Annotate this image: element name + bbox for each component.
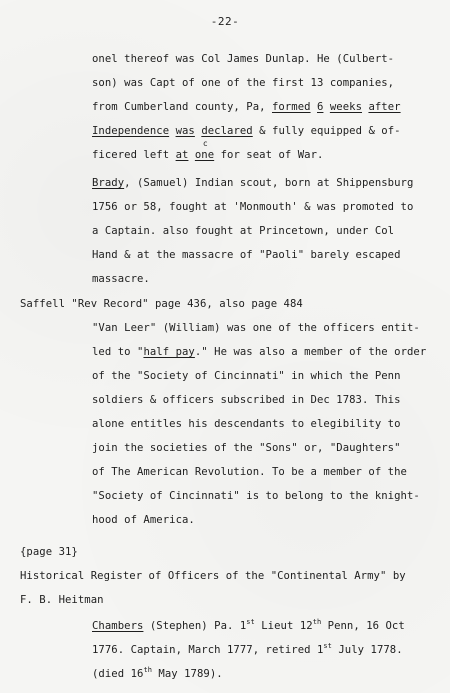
text-line: [92, 101, 401, 114]
text-line: [92, 139, 324, 162]
text-line: "Van Leer" (William) was one of the officers entit-: [92, 322, 420, 334]
text-line: [92, 644, 403, 657]
text-line: [92, 620, 405, 633]
text-fragment: (died 16: [92, 668, 144, 680]
text-line: Hand & at the massacre of "Paoli" barely escaped: [92, 249, 401, 261]
text-fragment: for seat of War.: [214, 149, 324, 161]
text-line: soldiers & officers subscribed in Dec 1783. This: [92, 394, 401, 406]
superscript: th: [143, 666, 152, 674]
text-line: [92, 177, 413, 190]
text-fragment: ." He was also a member of the order: [194, 346, 427, 358]
text-line: [92, 668, 223, 681]
text-line: Historical Register of Officers of the "Continental Army" by: [20, 570, 406, 582]
text-line: 1756 or 58, fought at 'Monmouth' & was promoted to: [92, 201, 414, 213]
text-fragment: Penn, 16 Oct: [321, 620, 405, 632]
section-heading: Saffell "Rev Record" page 436, also page 484: [20, 298, 303, 310]
underlined-text: formed: [271, 101, 311, 113]
underlined-text: one: [194, 149, 215, 161]
text-fragment: , (Samuel) Indian scout, born at Shippensburg: [124, 177, 414, 189]
superscript: st: [323, 642, 332, 650]
text-line: [92, 125, 401, 138]
page-number: -22-: [210, 15, 240, 28]
underlined-text: was: [175, 125, 195, 137]
text-fragment: Lieut 12: [254, 620, 313, 632]
underlined-text: weeks: [329, 101, 363, 113]
underlined-text: 6: [317, 101, 324, 113]
text-line: of The American Revolution. To be a member of the: [92, 466, 407, 478]
text-line: F. B. Heitman: [20, 594, 104, 606]
superscript: th: [312, 618, 322, 626]
text-line: [92, 346, 426, 359]
underlined-text: after: [368, 101, 401, 113]
superscript: st: [246, 618, 255, 626]
underlined-name: Brady: [92, 177, 125, 189]
underlined-text: half pay: [143, 346, 195, 358]
text-fragment: 1776. Captain, March 1777, retired 1: [92, 644, 324, 656]
inserted-letter: c: [202, 139, 208, 148]
text-fragment: from Cumberland county, Pa,: [92, 101, 272, 113]
text-fragment: & fully equipped & of-: [252, 125, 401, 137]
text-line: onel thereof was Col James Dunlap. He (Culbert-: [92, 53, 395, 65]
underlined-text: Independence: [92, 125, 170, 137]
text-fragment: May 1789).: [151, 668, 223, 680]
text-line: of the "Society of Cincinnati" in which the Penn: [92, 370, 401, 382]
text-line: hood of America.: [92, 514, 195, 526]
text-line: alone entitles his descendants to elegibility to: [92, 418, 401, 430]
underlined-text: declared: [201, 125, 253, 137]
text-line: join the societies of the "Sons" or, "Daughters": [92, 442, 401, 454]
text-line: "Society of Cincinnati" is to belong to the knight-: [92, 490, 420, 502]
text-fragment: July 1778.: [331, 644, 403, 656]
page-reference: {page 31}: [20, 546, 78, 558]
text-fragment: led to ": [92, 346, 144, 358]
text-fragment: (Stephen) Pa. 1: [143, 620, 247, 632]
text-fragment: ficered left: [92, 149, 176, 161]
text-line: a Captain. also fought at Princetown, under Col: [92, 225, 395, 237]
text-line: massacre.: [92, 273, 150, 285]
underlined-text: at: [175, 149, 189, 161]
text-line: son) was Capt of one of the first 13 companies,: [92, 77, 395, 89]
underlined-name: Chambers: [92, 620, 144, 632]
